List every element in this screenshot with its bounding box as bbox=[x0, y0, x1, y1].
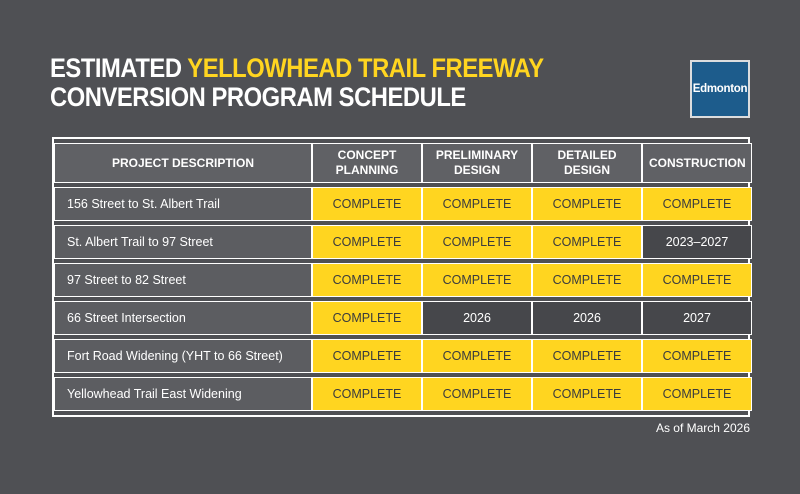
status-cell: COMPLETE bbox=[312, 225, 422, 259]
page-title-line2: CONVERSION PROGRAM SCHEDULE bbox=[50, 82, 466, 112]
status-cell: COMPLETE bbox=[422, 225, 532, 259]
table-row bbox=[54, 225, 752, 259]
status-cell: COMPLETE bbox=[532, 339, 642, 373]
title-highlight: YELLOWHEAD TRAIL FREEWAY bbox=[187, 53, 544, 83]
table-row bbox=[54, 187, 752, 221]
status-cell: COMPLETE bbox=[422, 339, 532, 373]
status-cell: COMPLETE bbox=[422, 263, 532, 297]
column-header-preliminary-design: PRELIMINARY DESIGN bbox=[422, 143, 532, 183]
edmonton-logo bbox=[690, 60, 750, 118]
status-cell: COMPLETE bbox=[532, 225, 642, 259]
column-header-construction: CONSTRUCTION bbox=[642, 143, 752, 183]
status-cell: COMPLETE bbox=[642, 263, 752, 297]
status-cell: COMPLETE bbox=[422, 187, 532, 221]
status-cell: COMPLETE bbox=[312, 377, 422, 411]
status-cell: COMPLETE bbox=[312, 339, 422, 373]
status-cell: COMPLETE bbox=[642, 339, 752, 373]
status-cell: COMPLETE bbox=[312, 187, 422, 221]
column-header-project-description: PROJECT DESCRIPTION bbox=[54, 143, 312, 183]
project-cell: 66 Street Intersection bbox=[54, 301, 312, 335]
table-row bbox=[54, 339, 752, 373]
table-row bbox=[54, 377, 752, 411]
status-cell: 2027 bbox=[642, 301, 752, 335]
status-cell: COMPLETE bbox=[312, 263, 422, 297]
header-row bbox=[54, 143, 752, 183]
page-title-line1 bbox=[50, 54, 544, 83]
schedule-table bbox=[52, 137, 750, 417]
project-cell: St. Albert Trail to 97 Street bbox=[54, 225, 312, 259]
project-cell: 97 Street to 82 Street bbox=[54, 263, 312, 297]
project-cell: 156 Street to St. Albert Trail bbox=[54, 187, 312, 221]
status-cell: 2023–2027 bbox=[642, 225, 752, 259]
table-row bbox=[54, 301, 752, 335]
table-row bbox=[54, 263, 752, 297]
as-of-date-note: As of March 2026 bbox=[655, 421, 750, 435]
status-cell: 2026 bbox=[532, 301, 642, 335]
column-header-detailed-design: DETAILED DESIGN bbox=[532, 143, 642, 183]
page-title bbox=[50, 54, 544, 112]
status-cell: COMPLETE bbox=[532, 377, 642, 411]
edmonton-logo-text: Edmonton bbox=[692, 83, 748, 95]
status-cell: 2026 bbox=[422, 301, 532, 335]
status-cell: COMPLETE bbox=[532, 187, 642, 221]
project-cell: Fort Road Widening (YHT to 66 Street) bbox=[54, 339, 312, 373]
project-cell: Yellowhead Trail East Widening bbox=[54, 377, 312, 411]
status-cell: COMPLETE bbox=[642, 187, 752, 221]
status-cell: COMPLETE bbox=[532, 263, 642, 297]
status-cell: COMPLETE bbox=[642, 377, 752, 411]
status-cell: COMPLETE bbox=[422, 377, 532, 411]
status-cell: COMPLETE bbox=[312, 301, 422, 335]
title-prefix: ESTIMATED bbox=[50, 53, 188, 83]
column-header-concept-planning: CONCEPT PLANNING bbox=[312, 143, 422, 183]
